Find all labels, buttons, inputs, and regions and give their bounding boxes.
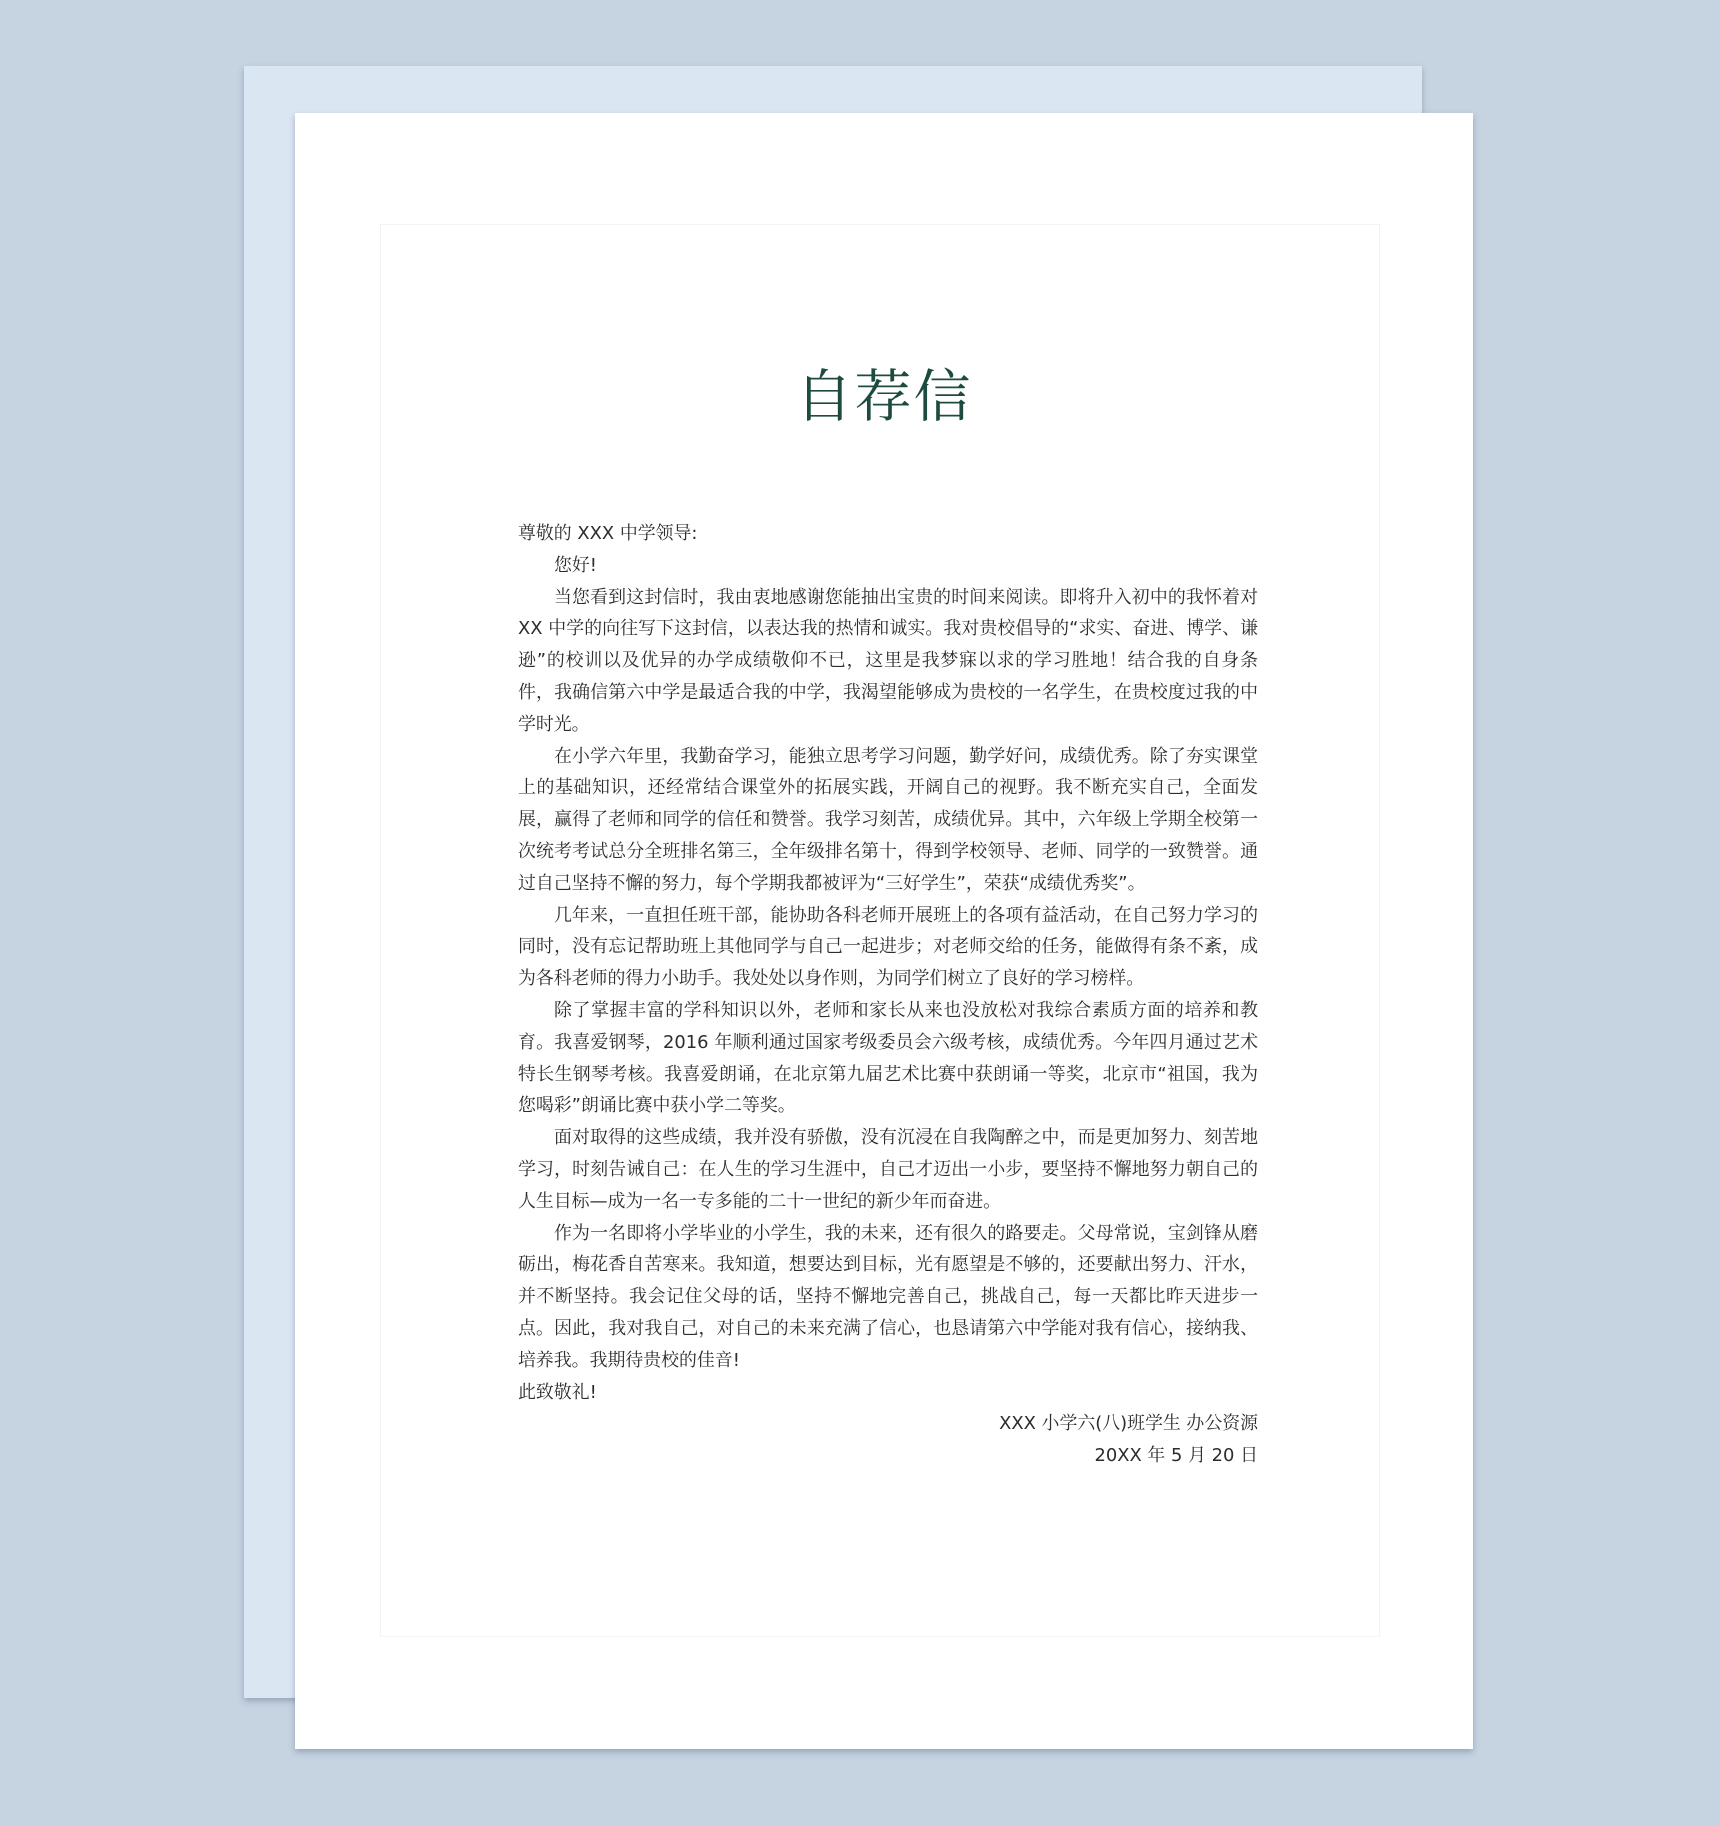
page-title: 自荐信 xyxy=(795,364,973,430)
letter-body xyxy=(518,518,1258,1472)
salutation: 尊敬的 XXX 中学领导: xyxy=(518,523,698,544)
letter-date: 20XX 年 5 月 20 日 xyxy=(1094,1445,1258,1467)
paragraph-1: 当您看到这封信时，我由衷地感谢您能抽出宝贵的时间来阅读。即将升入初中的我怀着对 XX 中学的向往写下这封信，以表达我的热情和诚实。我对贵校倡导的“求实、奋进、博学、谦逊”的校训以及优异的办学成绩敬仰不已，这里是我梦寐以求的学习胜地！结合我的自身条件，我确信第六中学是最适合我的中学，我渴望能够成为贵校的一名学生，在贵校度过我的中学时光。 xyxy=(518,586,1258,735)
paragraph-6: 作为一名即将小学毕业的小学生，我的未来，还有很久的路要走。父母常说，宝剑锋从磨砺出，梅花香自苦寒来。我知道，想要达到目标，光有愿望是不够的，还要献出努力、汗水，并不断坚持。我会记住父母的话，坚持不懈地完善自己，挑战自己，每一天都比昨天进步一点。因此，我对我自己，对自己的未来充满了信心，也恳请第六中学能对我有信心，接纳我、培养我。我期待贵校的佳音! xyxy=(518,1222,1258,1371)
letter-page xyxy=(295,113,1473,1749)
paragraph-5: 面对取得的这些成绩，我并没有骄傲，没有沉浸在自我陶醉之中，而是更加努力、刻苦地学习，时刻告诫自己：在人生的学习生涯中，自己才迈出一小步，要坚持不懈地努力朝自己的人生目标—成为一名一专多能的二十一世纪的新少年而奋进。 xyxy=(518,1127,1258,1212)
paragraph-3: 几年来，一直担任班干部，能协助各科老师开展班上的各项有益活动，在自己努力学习的同时，没有忘记帮助班上其他同学与自己一起进步；对老师交给的任务，能做得有条不紊，成为各科老师的得力小助手。我处处以身作则，为同学们树立了良好的学习榜样。 xyxy=(518,904,1258,990)
greeting: 您好! xyxy=(554,554,597,576)
paragraph-4: 除了掌握丰富的学科知识以外，老师和家长从来也没放松对我综合素质方面的培养和教育。我喜爱钢琴，2016 年顺利通过国家考级委员会六级考核，成绩优秀。今年四月通过艺术特长生钢琴考核。我喜爱朗诵，在北京第九届艺术比赛中获朗诵一等奖，北京市“祖国，我为您喝彩”朗诵比赛中获小学二等奖。 xyxy=(518,999,1258,1117)
closing: 此致敬礼! xyxy=(518,1381,597,1403)
paragraph-2: 在小学六年里，我勤奋学习，能独立思考学习问题，勤学好问，成绩优秀。除了夯实课堂上的基础知识，还经常结合课堂外的拓展实践，开阔自己的视野。我不断充实自己，全面发展，赢得了老师和同学的信任和赞誉。我学习刻苦，成绩优异。其中，六年级上学期全校第一次统考考试总分全班排名第三，全年级排名第十，得到学校领导、老师、同学的一致赞誉。通过自己坚持不懈的努力，每个学期我都被评为“三好学生”，荣获“成绩优秀奖”。 xyxy=(518,745,1258,894)
signature: XXX 小学六(八)班学生 办公资源 xyxy=(999,1413,1258,1435)
